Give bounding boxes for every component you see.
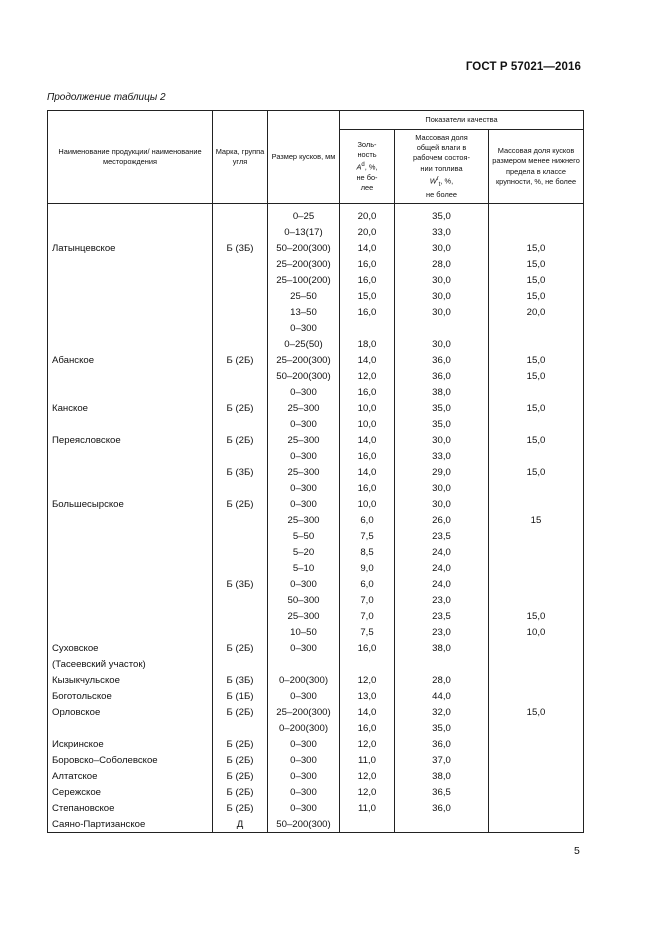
cell-fines	[489, 416, 584, 432]
cell-name	[48, 592, 213, 608]
cell-moist: 35,0	[395, 720, 489, 736]
cell-grade	[213, 224, 268, 240]
cell-moist: 33,0	[395, 224, 489, 240]
cell-moist: 38,0	[395, 640, 489, 656]
standard-designation: ГОСТ Р 57021—2016	[465, 61, 581, 73]
cell-name: Большесырское	[48, 496, 213, 512]
cell-fines: 15,0	[489, 704, 584, 720]
cell-name	[48, 464, 213, 480]
table-row	[48, 592, 584, 608]
cell-grade: Б (1Б)	[213, 688, 268, 704]
cell-fines: 15,0	[489, 352, 584, 368]
cell-size: 25–100(200)	[268, 272, 340, 288]
cell-name: (Тасеевский участок)	[48, 656, 213, 672]
cell-moist: 23,5	[395, 528, 489, 544]
cell-size: 0–200(300)	[268, 672, 340, 688]
cell-fines	[489, 752, 584, 768]
cell-ash: 14,0	[340, 432, 395, 448]
table-row	[48, 240, 584, 256]
cell-size: 0–300	[268, 576, 340, 592]
table-row	[48, 608, 584, 624]
cell-ash: 14,0	[340, 464, 395, 480]
cell-size: 0–300	[268, 448, 340, 464]
cell-ash: 16,0	[340, 480, 395, 496]
cell-name	[48, 304, 213, 320]
cell-grade	[213, 384, 268, 400]
cell-name	[48, 368, 213, 384]
cell-name: Искринское	[48, 736, 213, 752]
table-row	[48, 528, 584, 544]
quality-table	[47, 110, 584, 833]
cell-size: 25–300	[268, 512, 340, 528]
cell-grade	[213, 416, 268, 432]
cell-grade	[213, 480, 268, 496]
cell-grade: Б (2Б)	[213, 800, 268, 816]
cell-grade: Б (2Б)	[213, 352, 268, 368]
cell-fines	[489, 736, 584, 752]
cell-ash: 16,0	[340, 384, 395, 400]
cell-name: Латынцевское	[48, 240, 213, 256]
table-row	[48, 672, 584, 688]
cell-grade: Б (2Б)	[213, 640, 268, 656]
cell-fines	[489, 672, 584, 688]
cell-moist: 24,0	[395, 576, 489, 592]
cell-size: 0–300	[268, 480, 340, 496]
cell-moist: 30,0	[395, 432, 489, 448]
cell-size: 0–300	[268, 496, 340, 512]
table-row	[48, 256, 584, 272]
cell-moist: 35,0	[395, 400, 489, 416]
table-row	[48, 352, 584, 368]
cell-ash: 13,0	[340, 688, 395, 704]
header-size: Размер кусков, мм	[268, 111, 340, 204]
cell-size: 0–300	[268, 736, 340, 752]
table-row	[48, 480, 584, 496]
cell-size: 0–25(50)	[268, 336, 340, 352]
cell-ash: 14,0	[340, 704, 395, 720]
cell-ash: 16,0	[340, 272, 395, 288]
cell-name: Сережское	[48, 784, 213, 800]
cell-name	[48, 272, 213, 288]
table-row	[48, 736, 584, 752]
cell-ash: 7,0	[340, 592, 395, 608]
table-row	[48, 336, 584, 352]
table-body	[48, 204, 584, 833]
cell-fines: 15,0	[489, 464, 584, 480]
cell-fines	[489, 320, 584, 336]
cell-fines: 15,0	[489, 432, 584, 448]
cell-ash: 14,0	[340, 352, 395, 368]
cell-name	[48, 448, 213, 464]
table-row	[48, 688, 584, 704]
cell-grade: Б (3Б)	[213, 240, 268, 256]
cell-fines: 10,0	[489, 624, 584, 640]
cell-ash: 7,0	[340, 608, 395, 624]
cell-fines: 20,0	[489, 304, 584, 320]
cell-grade	[213, 656, 268, 672]
cell-moist: 23,0	[395, 624, 489, 640]
table-row	[48, 816, 584, 833]
table-row	[48, 752, 584, 768]
table-row	[48, 768, 584, 784]
table-row	[48, 224, 584, 240]
cell-ash: 11,0	[340, 800, 395, 816]
cell-moist: 36,0	[395, 800, 489, 816]
cell-size: 25–200(300)	[268, 704, 340, 720]
cell-fines	[489, 480, 584, 496]
cell-fines: 15,0	[489, 608, 584, 624]
cell-ash: 12,0	[340, 784, 395, 800]
cell-moist: 36,0	[395, 352, 489, 368]
table-row	[48, 272, 584, 288]
cell-moist: 30,0	[395, 304, 489, 320]
page-number: 5	[574, 845, 580, 857]
cell-fines	[489, 384, 584, 400]
cell-size: 0–200(300)	[268, 720, 340, 736]
table-row	[48, 204, 584, 225]
table-row	[48, 304, 584, 320]
cell-fines	[489, 800, 584, 816]
table-row	[48, 320, 584, 336]
cell-grade: Б (3Б)	[213, 576, 268, 592]
cell-ash: 12,0	[340, 768, 395, 784]
cell-moist: 30,0	[395, 336, 489, 352]
cell-ash: 10,0	[340, 496, 395, 512]
cell-size: 25–200(300)	[268, 256, 340, 272]
header-ash: Золь- ность $A^d$, %, не бо- лее	[340, 130, 395, 204]
cell-name	[48, 720, 213, 736]
cell-moist	[395, 656, 489, 672]
cell-size: 0–25	[268, 204, 340, 225]
table-row	[48, 288, 584, 304]
cell-ash: 11,0	[340, 752, 395, 768]
cell-moist: 36,0	[395, 368, 489, 384]
cell-name: Переясловское	[48, 432, 213, 448]
cell-moist: 24,0	[395, 560, 489, 576]
cell-fines	[489, 768, 584, 784]
table-row	[48, 432, 584, 448]
cell-grade: Б (2Б)	[213, 432, 268, 448]
cell-moist: 26,0	[395, 512, 489, 528]
cell-ash: 18,0	[340, 336, 395, 352]
cell-ash: 7,5	[340, 624, 395, 640]
cell-moist	[395, 816, 489, 833]
cell-grade	[213, 592, 268, 608]
cell-grade: Б (2Б)	[213, 768, 268, 784]
cell-name	[48, 624, 213, 640]
cell-size: 25–50	[268, 288, 340, 304]
table-row	[48, 800, 584, 816]
cell-name	[48, 204, 213, 225]
cell-moist: 30,0	[395, 480, 489, 496]
cell-fines: 15,0	[489, 288, 584, 304]
cell-grade	[213, 288, 268, 304]
cell-size: 25–300	[268, 432, 340, 448]
cell-fines	[489, 576, 584, 592]
cell-fines	[489, 560, 584, 576]
cell-size: 0–13(17)	[268, 224, 340, 240]
cell-size: 0–300	[268, 768, 340, 784]
cell-moist: 35,0	[395, 204, 489, 225]
cell-grade: Б (2Б)	[213, 704, 268, 720]
cell-name: Саяно-Партизанское	[48, 816, 213, 833]
table-row	[48, 368, 584, 384]
cell-name	[48, 608, 213, 624]
cell-moist: 30,0	[395, 288, 489, 304]
cell-name: Алтатское	[48, 768, 213, 784]
cell-size: 0–300	[268, 800, 340, 816]
table-row	[48, 464, 584, 480]
cell-ash: 8,5	[340, 544, 395, 560]
cell-grade	[213, 448, 268, 464]
cell-moist: 44,0	[395, 688, 489, 704]
cell-fines	[489, 640, 584, 656]
header-grade: Марка, группа угля	[213, 111, 268, 204]
cell-fines: 15,0	[489, 240, 584, 256]
cell-name	[48, 528, 213, 544]
cell-moist: 36,5	[395, 784, 489, 800]
cell-name	[48, 256, 213, 272]
cell-moist: 30,0	[395, 240, 489, 256]
cell-name: Абанское	[48, 352, 213, 368]
cell-fines: 15	[489, 512, 584, 528]
cell-fines	[489, 688, 584, 704]
cell-fines	[489, 816, 584, 833]
cell-fines	[489, 544, 584, 560]
cell-fines	[489, 592, 584, 608]
cell-moist: 23,0	[395, 592, 489, 608]
cell-name: Суховское	[48, 640, 213, 656]
cell-fines	[489, 528, 584, 544]
cell-size: 5–50	[268, 528, 340, 544]
cell-name: Канское	[48, 400, 213, 416]
table-row	[48, 560, 584, 576]
cell-ash: 6,0	[340, 576, 395, 592]
cell-grade	[213, 624, 268, 640]
cell-name: Боготольское	[48, 688, 213, 704]
cell-size: 25–300	[268, 400, 340, 416]
cell-moist: 32,0	[395, 704, 489, 720]
cell-grade	[213, 560, 268, 576]
table-row	[48, 640, 584, 656]
cell-grade	[213, 320, 268, 336]
table-caption: Продолжение таблицы 2	[47, 92, 166, 103]
cell-ash: 12,0	[340, 672, 395, 688]
cell-grade	[213, 512, 268, 528]
cell-grade	[213, 336, 268, 352]
cell-size	[268, 656, 340, 672]
cell-size: 0–300	[268, 384, 340, 400]
cell-fines: 15,0	[489, 256, 584, 272]
cell-size: 5–10	[268, 560, 340, 576]
cell-size: 50–200(300)	[268, 816, 340, 833]
cell-moist: 23,5	[395, 608, 489, 624]
cell-fines: 15,0	[489, 272, 584, 288]
cell-name: Орловское	[48, 704, 213, 720]
cell-size: 25–300	[268, 464, 340, 480]
cell-size: 0–300	[268, 320, 340, 336]
cell-name	[48, 480, 213, 496]
cell-ash	[340, 816, 395, 833]
table-row	[48, 720, 584, 736]
cell-ash: 16,0	[340, 448, 395, 464]
cell-moist: 24,0	[395, 544, 489, 560]
cell-grade: Б (2Б)	[213, 496, 268, 512]
table-row	[48, 784, 584, 800]
cell-name	[48, 512, 213, 528]
cell-moist: 38,0	[395, 768, 489, 784]
cell-moist	[395, 320, 489, 336]
cell-ash: 10,0	[340, 400, 395, 416]
cell-fines: 15,0	[489, 368, 584, 384]
cell-fines: 15,0	[489, 400, 584, 416]
table-row	[48, 544, 584, 560]
cell-name: Боровско–Соболевское	[48, 752, 213, 768]
cell-name	[48, 576, 213, 592]
cell-moist: 37,0	[395, 752, 489, 768]
cell-name	[48, 544, 213, 560]
cell-ash	[340, 320, 395, 336]
cell-moist: 28,0	[395, 672, 489, 688]
cell-size: 0–300	[268, 752, 340, 768]
cell-size: 0–300	[268, 416, 340, 432]
cell-fines	[489, 656, 584, 672]
cell-grade	[213, 608, 268, 624]
cell-moist: 35,0	[395, 416, 489, 432]
header-quality-group: Показатели качества	[340, 111, 584, 130]
cell-ash	[340, 656, 395, 672]
table-row	[48, 704, 584, 720]
table-row	[48, 576, 584, 592]
header-fines: Массовая доля кусков размером менее нижнего предела в классе крупности, %, не более	[489, 130, 584, 204]
cell-name	[48, 384, 213, 400]
cell-grade: Б (3Б)	[213, 464, 268, 480]
cell-name: Кызыкчульское	[48, 672, 213, 688]
cell-grade	[213, 304, 268, 320]
cell-ash: 6,0	[340, 512, 395, 528]
cell-size: 0–300	[268, 784, 340, 800]
cell-moist: 30,0	[395, 496, 489, 512]
cell-ash: 10,0	[340, 416, 395, 432]
cell-grade	[213, 272, 268, 288]
cell-ash: 15,0	[340, 288, 395, 304]
cell-moist: 28,0	[395, 256, 489, 272]
cell-size: 25–200(300)	[268, 352, 340, 368]
cell-grade: Д	[213, 816, 268, 833]
table-row	[48, 512, 584, 528]
cell-grade: Б (2Б)	[213, 736, 268, 752]
cell-ash: 7,5	[340, 528, 395, 544]
cell-ash: 20,0	[340, 224, 395, 240]
cell-grade	[213, 528, 268, 544]
cell-fines	[489, 204, 584, 225]
table-row	[48, 448, 584, 464]
cell-moist: 30,0	[395, 272, 489, 288]
cell-grade	[213, 204, 268, 225]
cell-ash: 12,0	[340, 368, 395, 384]
cell-ash: 16,0	[340, 640, 395, 656]
cell-size: 0–300	[268, 640, 340, 656]
cell-ash: 16,0	[340, 720, 395, 736]
table-row	[48, 496, 584, 512]
cell-size: 50–200(300)	[268, 240, 340, 256]
cell-name	[48, 320, 213, 336]
cell-ash: 20,0	[340, 204, 395, 225]
cell-size: 50–200(300)	[268, 368, 340, 384]
cell-fines	[489, 496, 584, 512]
table-row	[48, 400, 584, 416]
cell-ash: 12,0	[340, 736, 395, 752]
cell-grade	[213, 544, 268, 560]
cell-grade: Б (3Б)	[213, 672, 268, 688]
cell-name	[48, 288, 213, 304]
cell-moist: 33,0	[395, 448, 489, 464]
table-row	[48, 416, 584, 432]
cell-grade: Б (2Б)	[213, 400, 268, 416]
cell-fines	[489, 720, 584, 736]
cell-size: 50–300	[268, 592, 340, 608]
cell-fines	[489, 224, 584, 240]
cell-name	[48, 560, 213, 576]
cell-ash: 16,0	[340, 256, 395, 272]
cell-name	[48, 224, 213, 240]
cell-grade: Б (2Б)	[213, 784, 268, 800]
cell-ash: 9,0	[340, 560, 395, 576]
cell-fines	[489, 784, 584, 800]
cell-name	[48, 336, 213, 352]
header-moisture: Массовая доля общей влаги в рабочем состоя- нии топлива $W^r_t$, %, не более	[395, 130, 489, 204]
cell-grade: Б (2Б)	[213, 752, 268, 768]
cell-moist: 29,0	[395, 464, 489, 480]
table-row	[48, 656, 584, 672]
cell-size: 13–50	[268, 304, 340, 320]
table-row	[48, 624, 584, 640]
cell-name: Степановское	[48, 800, 213, 816]
cell-size: 10–50	[268, 624, 340, 640]
cell-name	[48, 416, 213, 432]
cell-grade	[213, 720, 268, 736]
cell-moist: 36,0	[395, 736, 489, 752]
cell-grade	[213, 256, 268, 272]
header-name: Наименование продукции/ наименование месторождения	[48, 111, 213, 204]
cell-size: 25–300	[268, 608, 340, 624]
table-row	[48, 384, 584, 400]
cell-fines	[489, 448, 584, 464]
cell-ash: 16,0	[340, 304, 395, 320]
cell-moist: 38,0	[395, 384, 489, 400]
cell-size: 5–20	[268, 544, 340, 560]
cell-fines	[489, 336, 584, 352]
cell-grade	[213, 368, 268, 384]
cell-size: 0–300	[268, 688, 340, 704]
cell-ash: 14,0	[340, 240, 395, 256]
